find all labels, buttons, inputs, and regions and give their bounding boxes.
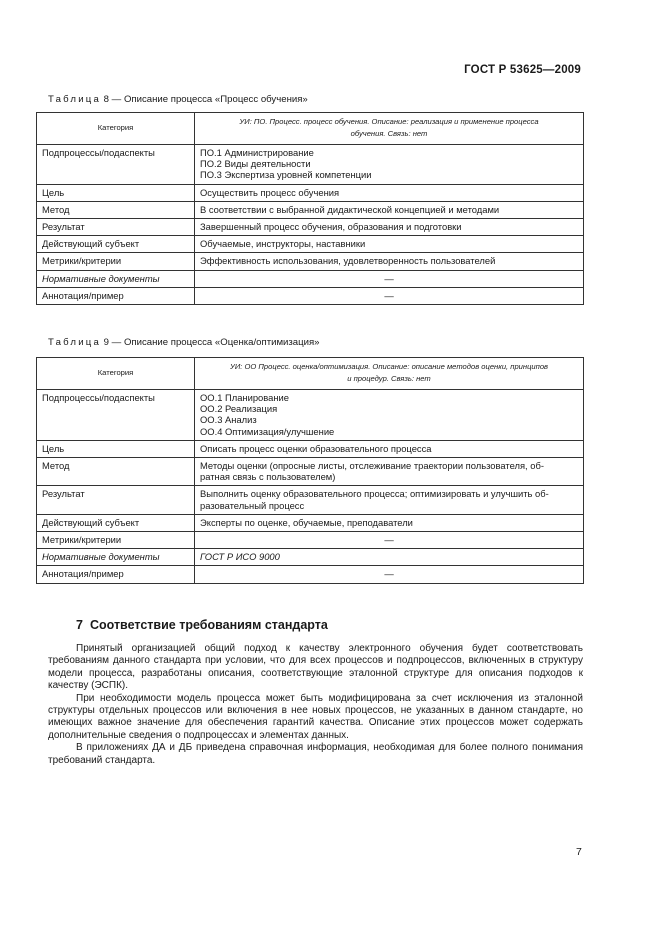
- table-row: [37, 486, 584, 514]
- table9: [36, 357, 584, 584]
- table-row: [37, 440, 584, 457]
- table-row: [37, 458, 584, 486]
- row-label: Нормативные документы: [37, 549, 195, 566]
- table9-caption: [48, 337, 320, 348]
- table-row: [37, 253, 584, 270]
- row-label: Аннотация/пример: [37, 287, 195, 304]
- row-value: Осуществить процесс обучения: [195, 184, 584, 201]
- paragraph: В приложениях ДА и ДБ приведена справочная информация, необходимая для более полного понимания требований стандарта.: [48, 742, 583, 766]
- row-value: Обучаемые, инструкторы, наставники: [195, 236, 584, 253]
- table-row: [37, 287, 584, 304]
- table-row: [37, 549, 584, 566]
- section-title: Соответствие требованиям стандарта: [89, 618, 328, 632]
- row-label: Метрики/критерии: [37, 253, 195, 270]
- table-row: [37, 201, 584, 218]
- table-row: [37, 566, 584, 583]
- row-value: Эксперты по оценке, обучаемые, преподаватели: [195, 514, 584, 531]
- table8-head-description: УИ: ПО. Процесс. процесс обучения. Описание: реализация и применение процесса обучения. Связь: нет: [195, 113, 584, 145]
- table-row: [37, 514, 584, 531]
- row-label: Метод: [37, 201, 195, 218]
- section-body: [48, 643, 583, 767]
- row-value: —: [195, 532, 584, 549]
- section-heading: [76, 618, 328, 632]
- table-row: [37, 390, 584, 441]
- table-row: [37, 145, 584, 185]
- table8-header-row: [37, 113, 584, 145]
- section-number: 7: [76, 618, 83, 632]
- row-label: Цель: [37, 440, 195, 457]
- table-row: [37, 532, 584, 549]
- row-label: Подпроцессы/подаспекты: [37, 145, 195, 185]
- table8: [36, 112, 584, 305]
- table9-head-description: УИ: ОО Процесс. оценка/оптимизация. Описание: описание методов оценки, принципов и процедур. Связь: нет: [195, 358, 584, 390]
- row-label: Метод: [37, 458, 195, 486]
- row-value: —: [195, 270, 584, 287]
- table9-caption-text: 9 — Описание процесса «Оценка/оптимизация»: [101, 337, 320, 348]
- row-label: Подпроцессы/подаспекты: [37, 390, 195, 441]
- table-row: [37, 219, 584, 236]
- row-value: ПО.1 Администрирование ПО.2 Виды деятельности ПО.3 Экспертиза уровней компетенции: [195, 145, 584, 185]
- row-label: Действующий субъект: [37, 514, 195, 531]
- row-value: Описать процесс оценки образовательного процесса: [195, 440, 584, 457]
- row-value: —: [195, 287, 584, 304]
- table8-caption-prefix: Таблица: [48, 94, 102, 105]
- paragraph: Принятый организацией общий подход к качеству электронного обучения будет соответствовать требованиям данного стандарта при условии, что для всех процессов и подпроцессов, включенных в структуру модели процесса, разработаны описания, соответствующие эталонной структуре для описания подходов к качеству (ЭСПК).: [48, 643, 583, 692]
- row-label: Метрики/критерии: [37, 532, 195, 549]
- table-row: [37, 270, 584, 287]
- row-label: Результат: [37, 486, 195, 514]
- row-value: ГОСТ Р ИСО 9000: [195, 549, 584, 566]
- page-number: 7: [576, 846, 582, 858]
- row-label: Нормативные документы: [37, 270, 195, 287]
- row-value: ОО.1 Планирование ОО.2 Реализация ОО.3 Анализ ОО.4 Оптимизация/улучшение: [195, 390, 584, 441]
- table8-caption-text: 8 — Описание процесса «Процесс обучения»: [101, 94, 308, 105]
- row-value: Методы оценки (опросные листы, отслеживание траектории пользователя, об- ратная связь с пользователем): [195, 458, 584, 486]
- row-label: Аннотация/пример: [37, 566, 195, 583]
- row-value: Завершенный процесс обучения, образования и подготовки: [195, 219, 584, 236]
- row-value: Выполнить оценку образовательного процесса; оптимизировать и улучшить об- разовательный процесс: [195, 486, 584, 514]
- table8-caption: [48, 94, 308, 105]
- row-label: Действующий субъект: [37, 236, 195, 253]
- paragraph: При необходимости модель процесса может быть модифицирована за счет исключения из эталонной структуры отдельных процессов или включения в нее новых процессов, не указанных в данном стандарте, но имеющих важное значение для обеспечения гарантий качества. Описание этих процессов может содержать дополнительные сведения о подпроцессах и элементах данных.: [48, 692, 583, 741]
- table8-head-category: Категория: [37, 113, 195, 145]
- row-label: Результат: [37, 219, 195, 236]
- table-row: [37, 184, 584, 201]
- table9-head-category: Категория: [37, 358, 195, 390]
- row-value: Эффективность использования, удовлетворенность пользователей: [195, 253, 584, 270]
- table-row: [37, 236, 584, 253]
- row-value: В соответствии с выбранной дидактической концепцией и методами: [195, 201, 584, 218]
- row-label: Цель: [37, 184, 195, 201]
- standard-header: ГОСТ Р 53625—2009: [464, 64, 581, 76]
- table9-header-row: [37, 358, 584, 390]
- table9-caption-prefix: Таблица: [48, 337, 102, 348]
- row-value: —: [195, 566, 584, 583]
